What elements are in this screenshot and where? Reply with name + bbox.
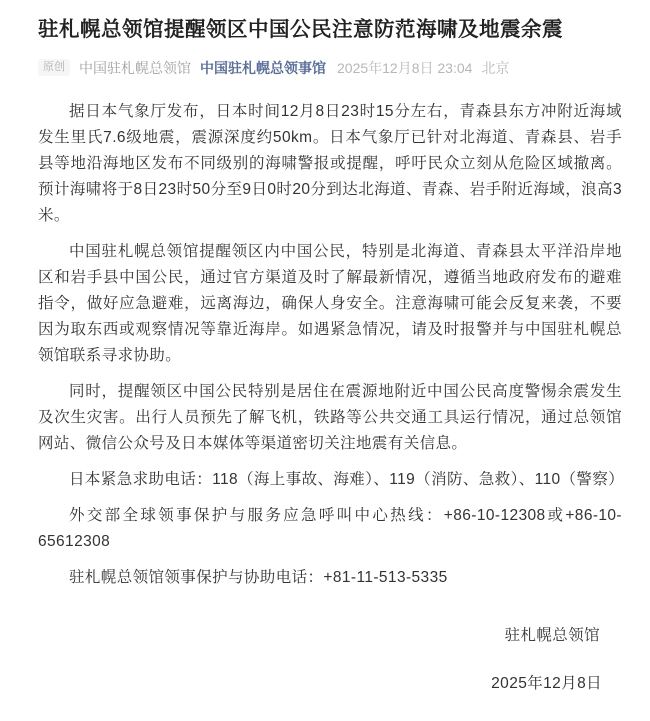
paragraph-earthquake-report: 据日本气象厅发布，日本时间12月8日23时15分左右，青森县东方冲附近海域发生里氏7.6级地震，震源深度约50km。日本气象厅已针对北海道、青森县、岩手县等地沿海地区发布不同级别的海啸警报或提醒，呼吁民众立刻从危险区域撤离。预计海啸将于8日23时50分至9日0时20分到达北海道、青森、岩手附近海域，浪高3米。 <box>38 102 622 224</box>
signature-date: 2025年12月8日 <box>491 674 602 692</box>
paragraph-aftershock-warning: 同时，提醒领区中国公民特别是居住在震源地附近中国公民高度警惕余震发生及次生灾害。出行人员预先了解飞机，铁路等公共交通工具运行情况，通过总领馆网站、微信公众号及日本媒体等渠道密切关注地震有关信息。 <box>38 382 622 452</box>
article-meta-row <box>38 58 622 78</box>
original-badge: 原创 <box>38 59 70 76</box>
signature: 驻札幌总领馆 <box>504 626 600 644</box>
publish-datetime: 2025年12月8日 23:04 <box>337 59 473 76</box>
publish-location: 北京 <box>481 59 510 76</box>
article-body <box>38 99 625 591</box>
official-account-link[interactable]: 中国驻札幌总领事馆 <box>200 59 326 76</box>
phone-consulate-protection: 驻札幌总领馆领事保护与协助电话：+81-11-513-5335 <box>69 568 448 586</box>
phone-japan-emergency: 日本紧急求助电话：118（海上事故、海难）、119（消防、急救）、110（警察） <box>69 470 625 488</box>
paragraph-safety-advice: 中国驻札幌总领馆提醒领区内中国公民，特别是北海道、青森县太平洋沿岸地区和岩手县中国公民，通过官方渠道及时了解最新情况，遵循当地政府发布的避难指令，做好应急避难，远离海边，确保人身安全。注意海啸可能会反复来袭，不要因为取东西或观察情况等靠近海岸。如遇紧急情况，请及时报警并与中国驻札幌总领馆联系寻求协助。 <box>38 242 622 364</box>
phone-mfa-hotline: 外交部全球领事保护与服务应急呼叫中心热线：+86-10-12308或+86-10-65612308 <box>38 506 622 550</box>
author-name: 中国驻札幌总领馆 <box>79 59 191 76</box>
article-title: 驻札幌总领馆提醒领区中国公民注意防范海啸及地震余震 <box>38 18 563 41</box>
